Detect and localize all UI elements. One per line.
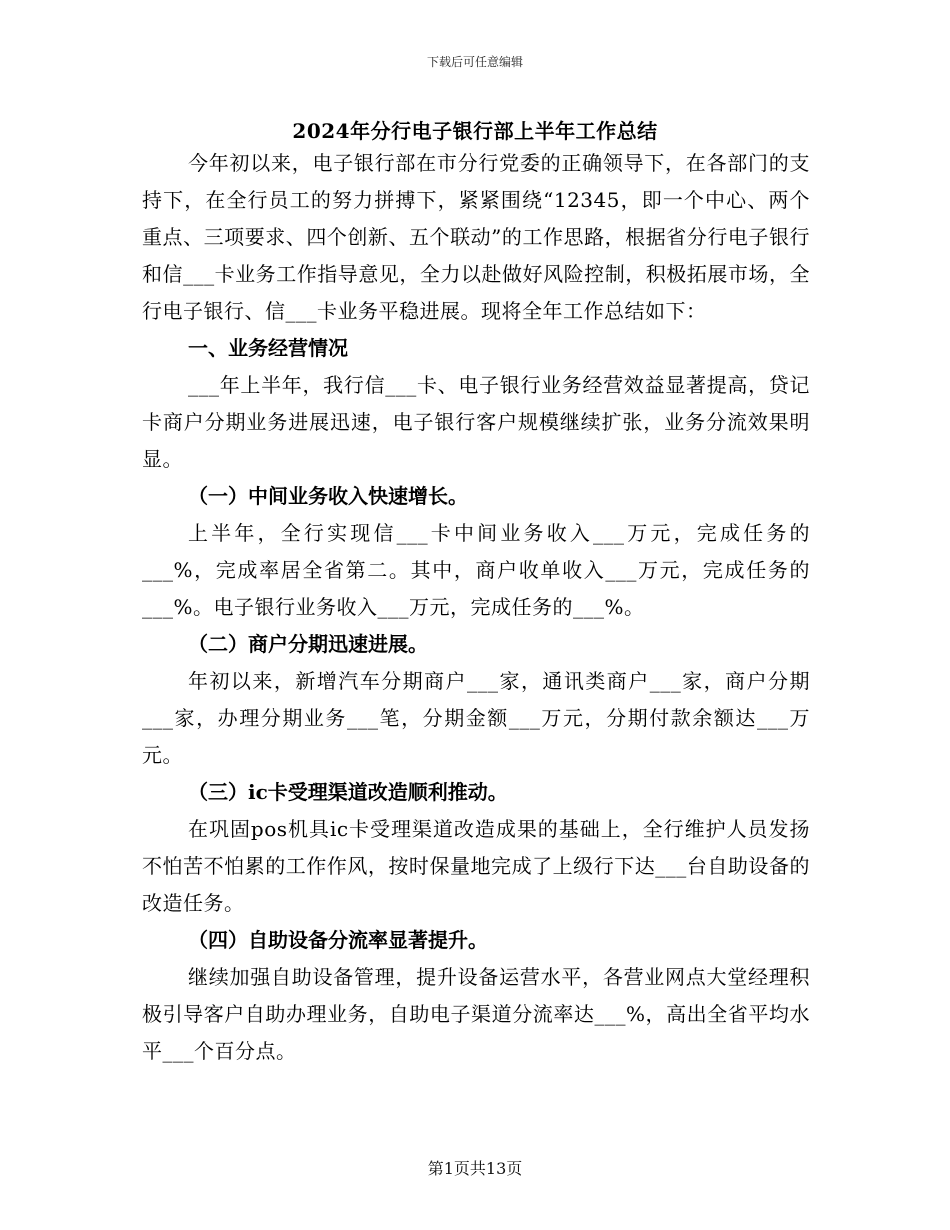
page-number: 第1页共13页 <box>427 1159 523 1178</box>
subsection-3-paragraph: 在巩固pos机具ic卡受理渠道改造成果的基础上，全行维护人员发扬不怕苦不怕累的工作作风，按时保量地完成了上级行下达___台自助设备的改造任务。 <box>142 817 810 915</box>
section-1-paragraph: ___年上半年，我行信___卡、电子银行业务经营效益显著提高，贷记卡商户分期业务进展迅速，电子银行客户规模继续扩张，业务分流效果明显。 <box>142 373 810 471</box>
page-header-note: 下载后可任意编辑 <box>426 55 523 69</box>
subsection-3-heading: （三）ic卡受理渠道改造顺利推动。 <box>188 780 508 804</box>
subsection-4-heading: （四）自助设备分流率显著提升。 <box>188 928 488 952</box>
section-1-heading: 一、业务经营情况 <box>188 336 348 360</box>
document-title: 2024年分行电子银行部上半年工作总结 <box>292 119 658 143</box>
subsection-2-heading: （二）商户分期迅速进展。 <box>188 632 428 656</box>
document-body <box>142 145 810 1070</box>
intro-paragraph: 今年初以来，电子银行部在市分行党委的正确领导下，在各部门的支持下，在全行员工的努力拼搏下，紧紧围绕“12345，即一个中心、两个重点、三项要求、四个创新、五个联动”的工作思路，根据省分行电子银行和信___卡业务工作指导意见，全力以赴做好风险控制，积极拓展市场，全行电子银行、信___卡业务平稳进展。现将全年工作总结如下： <box>142 151 810 323</box>
subsection-4-paragraph: 继续加强自助设备管理，提升设备运营水平，各营业网点大堂经理积极引导客户自助办理业务，自助电子渠道分流率达___%，高出全省平均水平___个百分点。 <box>142 965 810 1063</box>
subsection-1-heading: （一）中间业务收入快速增长。 <box>188 484 468 508</box>
subsection-1-paragraph: 上半年，全行实现信___卡中间业务收入___万元，完成任务的___%，完成率居全省第二。其中，商户收单收入___万元，完成任务的___%。电子银行业务收入___万元，完成任务的___%。 <box>142 521 810 619</box>
subsection-2-paragraph: 年初以来，新增汽车分期商户___家，通讯类商户___家，商户分期___家，办理分期业务___笔，分期金额___万元，分期付款余额达___万元。 <box>142 669 810 767</box>
